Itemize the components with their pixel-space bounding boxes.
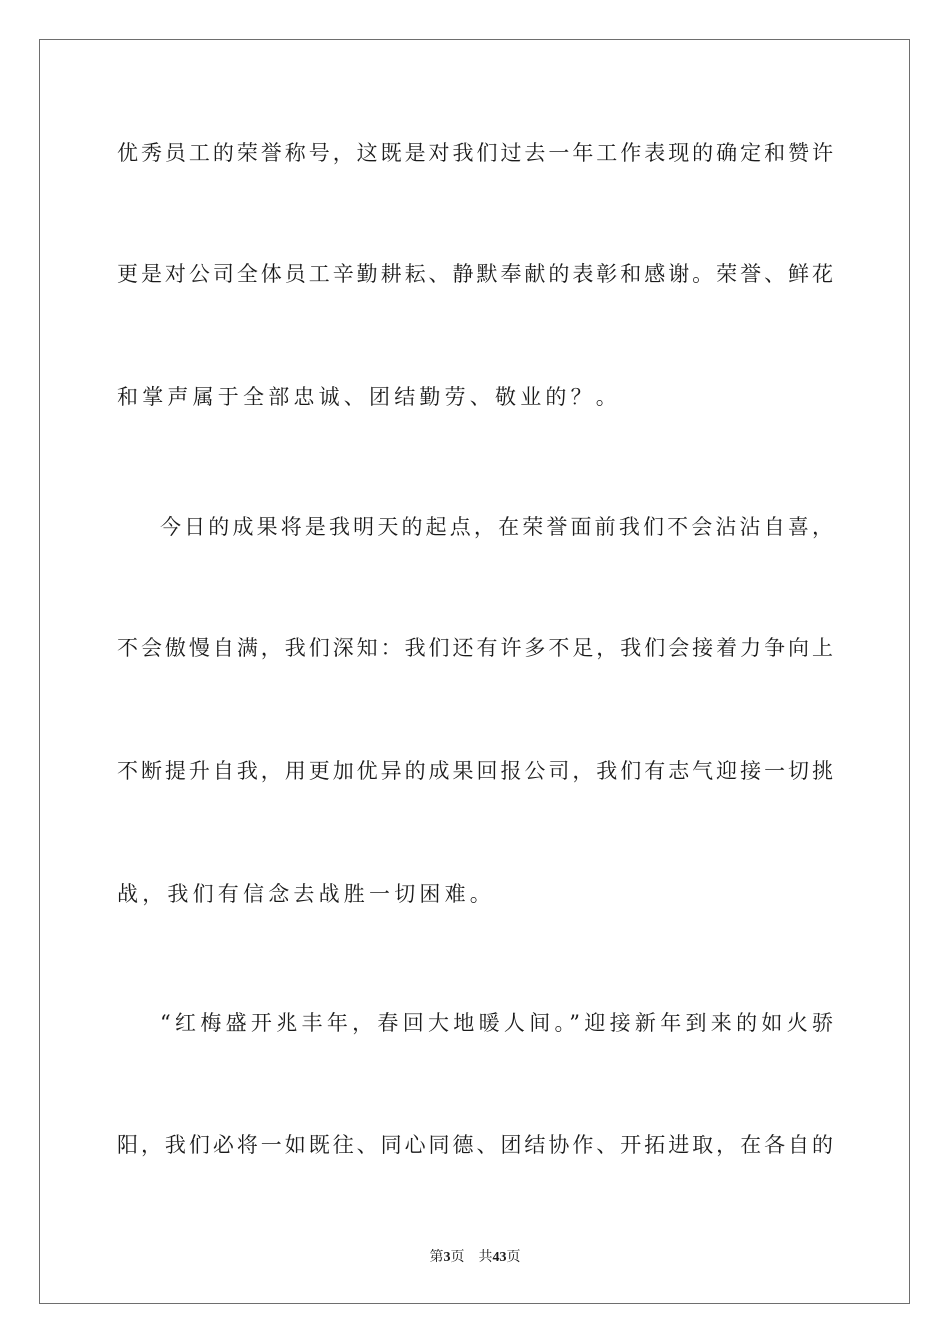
paragraph-line: 不会傲慢自满，我们深知：我们还有许多不足，我们会接着力争向上 [117, 636, 833, 660]
paragraph-line: 优秀员工的荣誉称号，这既是对我们过去一年工作表现的确定和赞许 [117, 141, 833, 165]
paragraph-line: 阳，我们必将一如既往、同心同德、团结协作、开拓进取，在各自的 [117, 1133, 833, 1157]
total-pages: 43 [492, 1250, 507, 1265]
page-number: 3 [443, 1250, 451, 1265]
page-prefix: 第 [429, 1249, 444, 1265]
page-frame [39, 39, 910, 1304]
page-footer [0, 1247, 950, 1268]
total-prefix: 共 [478, 1249, 493, 1265]
paragraph-line: 更是对公司全体员工辛勤耕耘、静默奉献的表彰和感谢。荣誉、鲜花 [117, 262, 833, 286]
paragraph-line: 战，我们有信念去战胜一切困难。 [117, 882, 495, 906]
total-suffix: 页 [506, 1249, 521, 1265]
paragraph-line: 和掌声属于全部忠诚、团结勤劳、敬业的？。 [117, 385, 621, 409]
page-suffix: 页 [450, 1249, 465, 1265]
paragraph-line: “红梅盛开兆丰年，春回大地暖人间。”迎接新年到来的如火骄 [160, 1011, 833, 1035]
paragraph-line: 今日的成果将是我明天的起点，在荣誉面前我们不会沾沾自喜， [160, 515, 833, 539]
paragraph-line: 不断提升自我，用更加优异的成果回报公司，我们有志气迎接一切挑 [117, 759, 833, 783]
